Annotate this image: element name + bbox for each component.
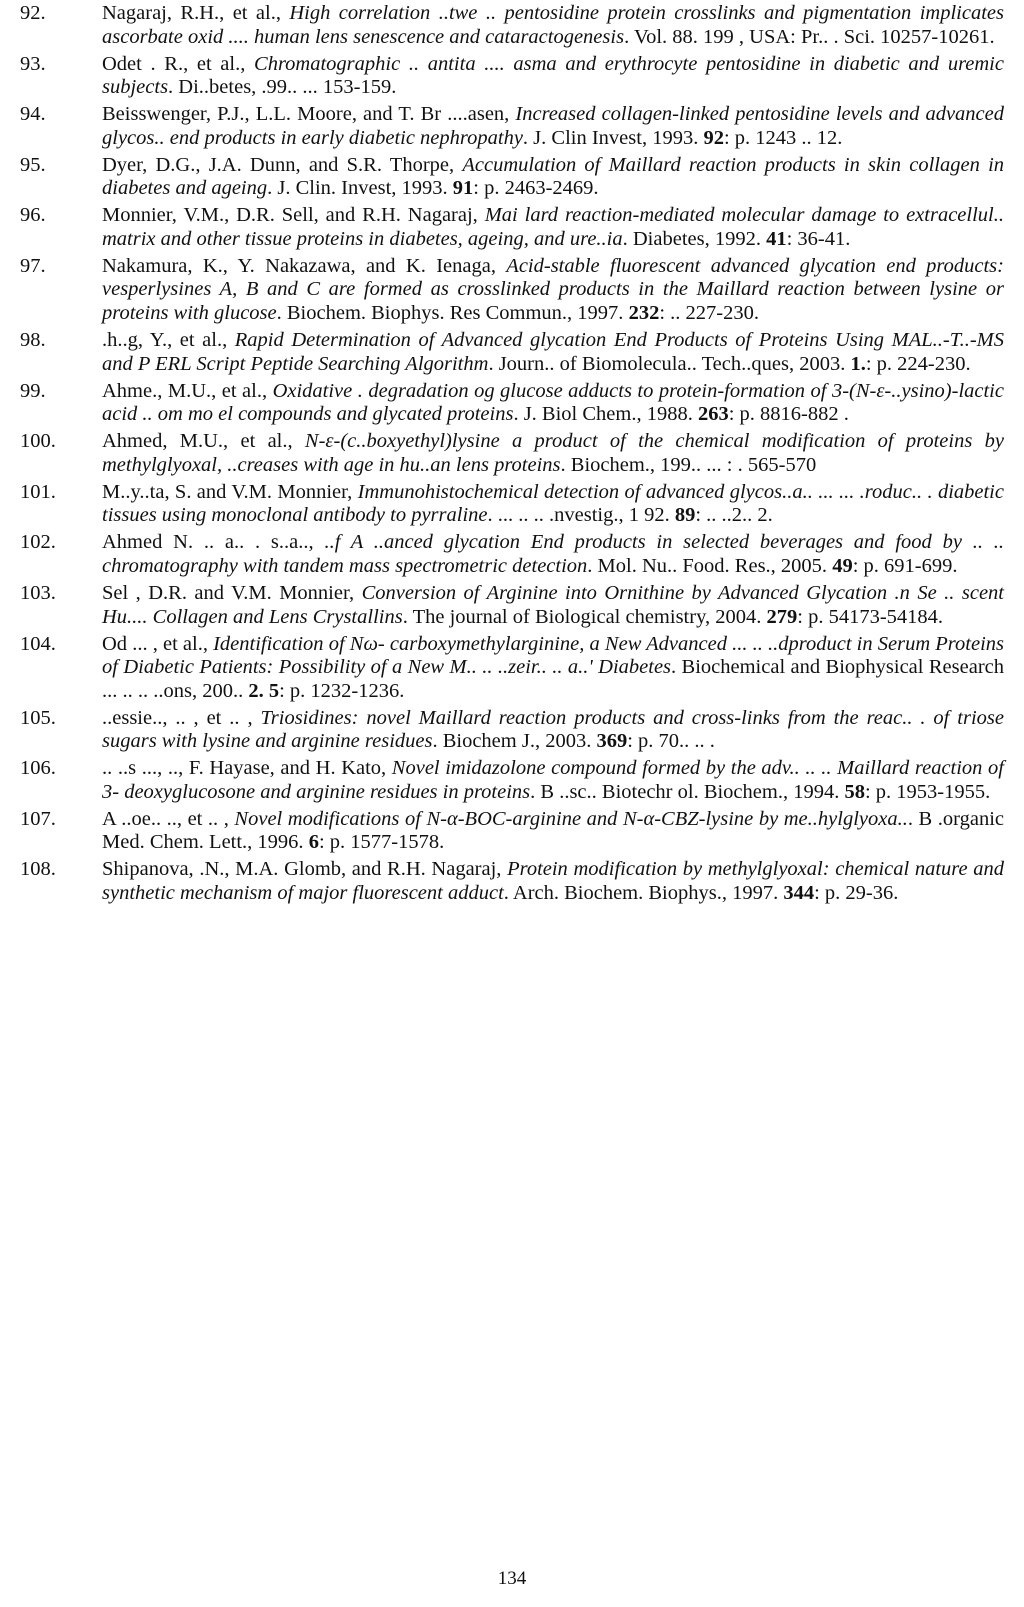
reference-number: 104.	[20, 632, 56, 655]
reference-entry	[0, 329, 1024, 376]
reference-number: 100.	[20, 430, 56, 453]
reference-title: Conversion of Arginine into Ornithine by Advanced Glycation .n Se .. scent Hu.... Collagen and Lens Crystallins	[102, 581, 1004, 628]
reference-authors: Beisswenger, P.J., L.L. Moore, and T. Br ....asen,	[102, 103, 516, 126]
reference-number: 107.	[20, 807, 56, 830]
reference-title: N-ε-(c..boxyethyl)lysine a product of the chemical modification of proteins by methylglyoxal, ..creases with age in hu..an lens proteins	[102, 430, 1004, 476]
reference-title: Identification of Nω- carboxymethylarginine, a New Advanced ... .. ..dproduct in Serum Proteins of Diabetic Patients: Possibility of a New M.. .. ..zeir.. .. a..' Diabetes	[102, 632, 1004, 679]
reference-source: . The journal of Biological chemistry, 2004.	[402, 605, 767, 628]
reference-title: Novel modifications of N-α-BOC-arginine and N-α-CBZ-lysine by me..hylglyoxa..	[234, 807, 908, 830]
reference-pages: : p. 54173-54184.	[797, 605, 944, 628]
reference-number: 94.	[20, 103, 46, 126]
reference-authors: Ahmed, M.U., et al.,	[102, 430, 305, 453]
reference-pages: : p. 1953-1955.	[864, 780, 991, 803]
reference-source: . Biochem J., 2003.	[432, 730, 597, 753]
reference-volume: 6	[308, 831, 319, 854]
reference-entry	[0, 53, 1024, 100]
reference-pages: : p. 691-699.	[852, 554, 958, 577]
reference-authors: Od ... , et al.,	[102, 632, 214, 655]
reference-title: Novel imidazolone compound formed by the adv.. .. .. Maillard reaction of 3- deoxyglucosone and arginine residues in proteins	[102, 757, 1004, 803]
reference-volume: 344	[783, 882, 815, 905]
reference-source: . ... .. .. .nvestig., 1 92.	[487, 504, 675, 527]
reference-entry	[0, 582, 1024, 629]
reference-volume: 41	[766, 227, 787, 250]
reference-number: 95.	[20, 153, 46, 176]
reference-authors: .. ..s ..., .., F. Hayase, and H. Kato,	[102, 757, 392, 780]
reference-source: . Biochem. Biophys. Res Commun., 1997.	[276, 302, 629, 325]
reference-number: 97.	[20, 254, 46, 277]
reference-authors: Shipanova, .N., M.A. Glomb, and R.H. Nagaraj,	[102, 858, 508, 881]
reference-volume: 91	[452, 177, 474, 200]
reference-pages: : .. ..2.. 2.	[695, 504, 773, 527]
reference-entry	[0, 531, 1024, 578]
reference-authors: .h..g, Y., et al.,	[102, 329, 235, 352]
reference-entry	[0, 633, 1024, 704]
reference-title: ..f A ..anced glycation End products in selected beverages and food by .. .. chromatography with tandem mass spectrometric detection	[102, 531, 1004, 577]
reference-number: 102.	[20, 531, 56, 554]
reference-number: 93.	[20, 52, 46, 75]
reference-authors: Dyer, D.G., J.A. Dunn, and S.R. Thorpe,	[102, 153, 463, 176]
reference-volume: 1.	[850, 352, 866, 375]
reference-pages: : .. 227-230.	[659, 302, 759, 325]
reference-volume: 279	[766, 605, 798, 628]
reference-source: . Arch. Biochem. Biophys., 1997.	[503, 882, 784, 905]
reference-entry	[0, 154, 1024, 201]
reference-entry	[0, 858, 1024, 905]
reference-title: Mai lard reaction-mediated molecular damage to extracellul.. matrix and other tissue proteins in diabetes, ageing, and ure..ia	[102, 204, 1004, 250]
reference-source: . B .organic Med. Chem. Lett., 1996.	[102, 807, 1004, 854]
reference-pages: : p. 224-230.	[865, 352, 971, 375]
reference-title: Triosidines: novel Maillard reaction products and cross-links from the reac.. . of triose sugars with lysine and arginine residues	[102, 706, 1004, 753]
reference-pages: : p. 2463-2469.	[473, 177, 599, 200]
reference-number: 105.	[20, 706, 56, 729]
reference-entry	[0, 380, 1024, 427]
reference-authors: Odet . R., et al.,	[102, 52, 255, 75]
reference-source: . Biochemical and Biophysical Research ... .. .. ..ons, 200..	[102, 656, 1004, 702]
reference-pages: : p. 29-36.	[814, 882, 899, 905]
reference-authors: Monnier, V.M., D.R. Sell, and R.H. Nagaraj,	[102, 204, 485, 227]
reference-authors: M..y..ta, S. and V.M. Monnier,	[102, 480, 358, 503]
reference-entry	[0, 481, 1024, 528]
reference-volume: 263	[697, 403, 729, 426]
reference-entry	[0, 204, 1024, 251]
reference-title: Accumulation of Maillard reaction products in skin collagen in diabetes and ageing	[102, 153, 1005, 200]
reference-list	[0, 2, 1024, 909]
reference-title: Immunohistochemical detection of advanced glycos..a.. ... ... .roduc.. . diabetic tissues using monoclonal antibody to pyrraline	[102, 480, 1004, 527]
reference-number: 92.	[20, 2, 46, 24]
reference-source: . Biochem., 199.. ... : . 565-570	[560, 453, 817, 476]
reference-authors: ..essie.., .. , et .. ,	[102, 706, 261, 729]
reference-title: Protein modification by methylglyoxal: chemical nature and synthetic mechanism of major fluorescent adduct	[102, 858, 1004, 905]
reference-authors: Sel , D.R. and V.M. Monnier,	[102, 581, 362, 604]
reference-number: 99.	[20, 379, 46, 402]
reference-number: 101.	[20, 480, 56, 503]
reference-source: . J. Clin Invest, 1993.	[522, 126, 704, 149]
reference-number: 103.	[20, 581, 56, 604]
reference-volume: 49	[832, 554, 853, 577]
reference-authors: Nagaraj, R.H., et al.,	[102, 2, 290, 24]
reference-pages: : p. 1243 .. 12.	[723, 126, 843, 149]
reference-source: . Di..betes, .99.. ... 153-159.	[168, 76, 397, 99]
reference-title: Increased collagen-linked pentosidine levels and advanced glycos.. end products in early diabetic nephropathy	[102, 103, 1005, 149]
reference-entry	[0, 103, 1024, 150]
reference-title: Oxidative . degradation og glucose adducts to protein-formation of 3-(N-ε-..ysino)-lactic acid .. om mo el compounds and glycated proteins	[102, 379, 1004, 426]
reference-volume: 369	[596, 730, 628, 753]
reference-source: . Mol. Nu.. Food. Res., 2005.	[587, 554, 833, 577]
reference-pages: : p. 70.. .. .	[627, 730, 715, 753]
reference-authors: Ahme., M.U., et al.,	[102, 379, 273, 402]
reference-authors: Nakamura, K., Y. Nakazawa, and K. Ienaga,	[102, 254, 507, 277]
reference-source: . J. Clin. Invest, 1993.	[267, 177, 453, 200]
reference-volume: 58	[844, 780, 865, 803]
reference-entry	[0, 707, 1024, 754]
reference-pages: : p. 1232-1236.	[279, 679, 405, 702]
reference-entry	[0, 757, 1024, 804]
reference-volume: 89	[674, 504, 696, 527]
reference-source: . Diabetes, 1992.	[622, 227, 767, 250]
reference-entry	[0, 430, 1024, 477]
reference-source: . Journ.. of Biomolecula.. Tech..ques, 2003.	[488, 352, 851, 375]
reference-pages: : p. 8816-882 .	[728, 403, 849, 426]
reference-volume: 92	[703, 126, 724, 149]
reference-entry	[0, 2, 1024, 49]
reference-authors: Ahmed N. .. a.. . s..a..,	[102, 531, 325, 554]
reference-volume: 232	[628, 302, 660, 325]
reference-entry	[0, 255, 1024, 326]
reference-number: 98.	[20, 329, 46, 352]
reference-source: . Vol. 88. 199 , USA: Pr.. . Sci. 10257-10261.	[624, 25, 995, 48]
reference-title: Acid-stable fluorescent advanced glycation end products: vesperlysines A, B and C are formed as crosslinked products in the Maillard reaction between lysine or proteins with glucose	[102, 254, 1004, 325]
reference-volume: 2. 5	[248, 679, 280, 702]
page-number: 134	[497, 1568, 527, 1589]
reference-authors: A ..oe.. .., et .. ,	[102, 807, 235, 830]
reference-entry	[0, 808, 1024, 855]
reference-pages: : 36-41.	[786, 227, 851, 250]
reference-source: . J. Biol Chem., 1988.	[513, 403, 698, 426]
reference-number: 108.	[20, 858, 56, 881]
reference-number: 106.	[20, 757, 56, 780]
reference-title: Chromatographic .. antita .... asma and erythrocyte pentosidine in diabetic and uremic subjects	[102, 52, 1004, 99]
reference-title: Rapid Determination of Advanced glycation End Products of Proteins Using MAL..-T..-MS and P ERL Script Peptide Searching Algorithm	[102, 329, 1004, 375]
reference-title: High correlation ..twe .. pentosidine protein crosslinks and pigmentation implicates ascorbate oxid .... human lens senescence and cataractogenesis	[102, 2, 1004, 48]
reference-number: 96.	[20, 204, 46, 227]
reference-pages: : p. 1577-1578.	[318, 831, 445, 854]
reference-source: . B ..sc.. Biotechr ol. Biochem., 1994.	[530, 780, 845, 803]
